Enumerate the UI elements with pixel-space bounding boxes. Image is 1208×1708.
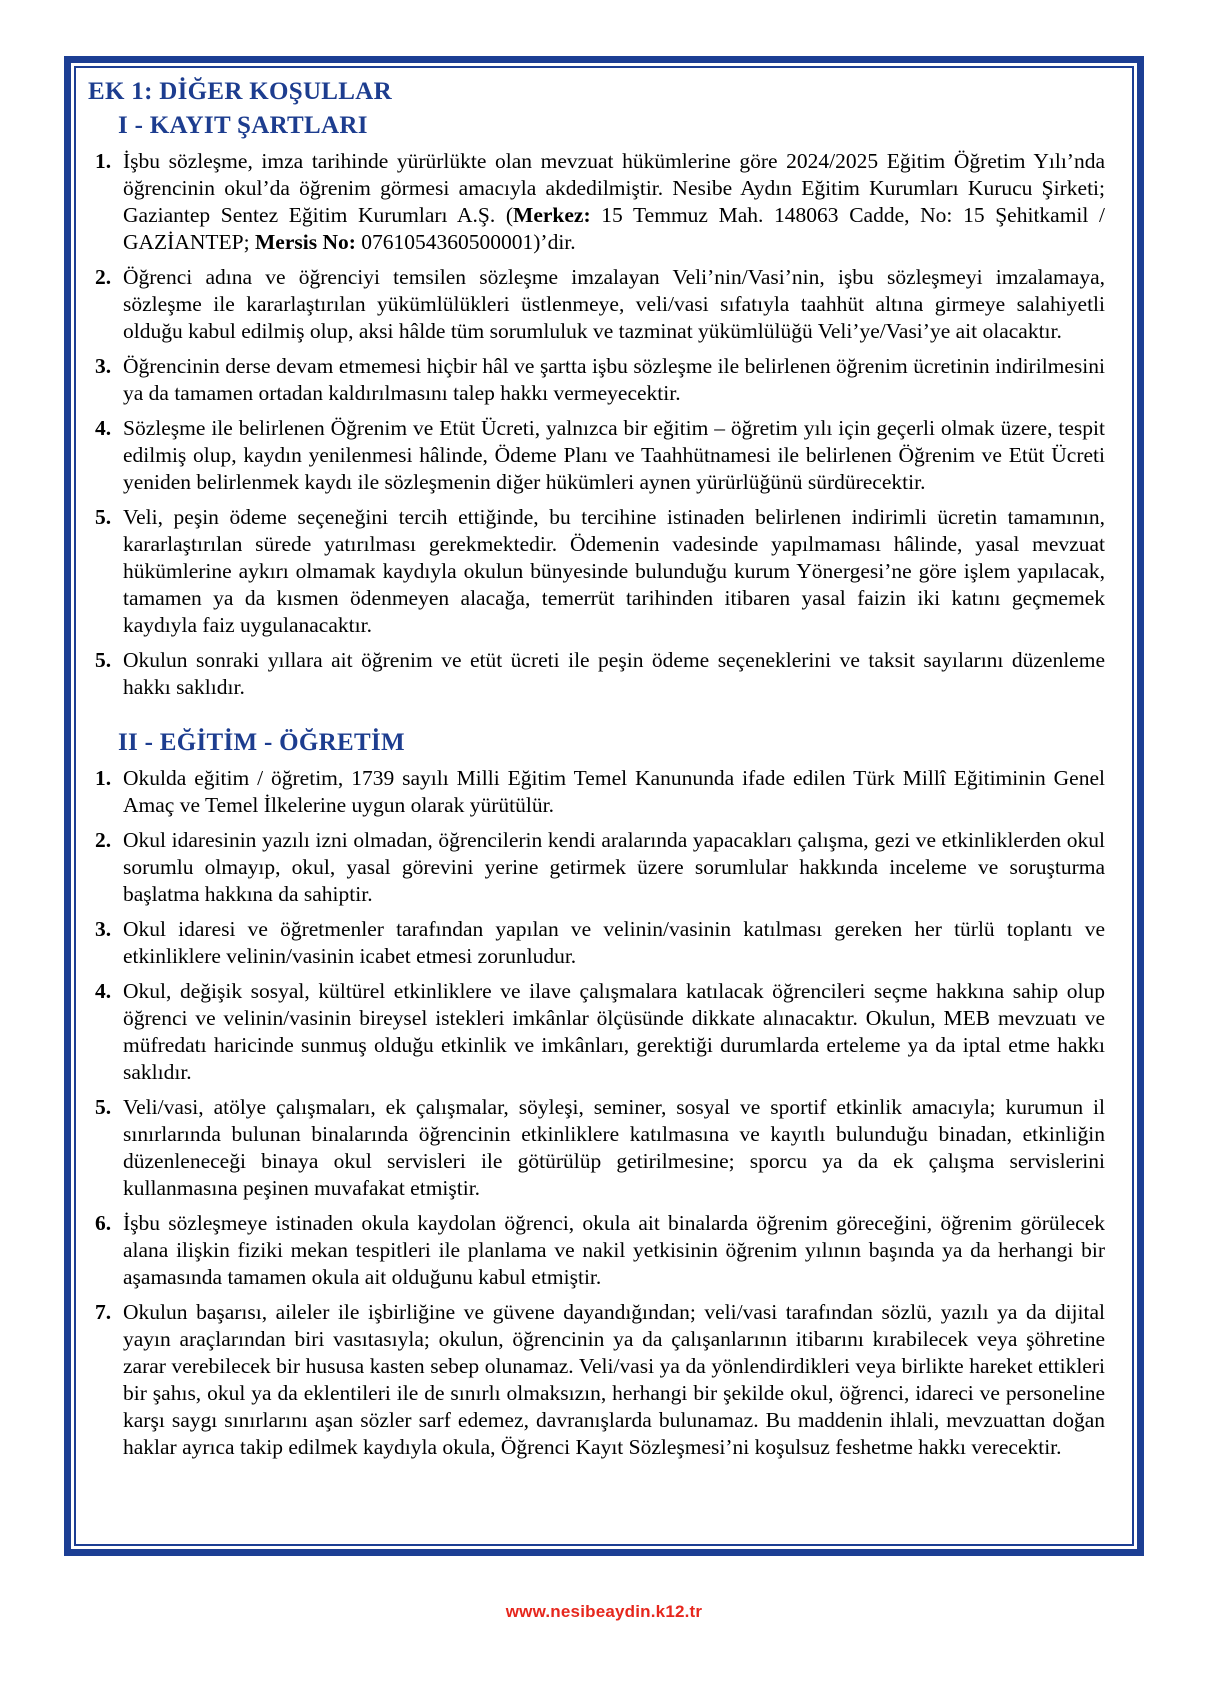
clause-text: Öğrencinin derse devam etmemesi hiçbir hâl ve şartta işbu sözleşme ile belirlenen öğrenim ücretinin indirilmesini ya da tamamen ortadan kaldırılmasını talep hakkı vermeyecektir. — [123, 354, 1105, 405]
clause-item — [88, 504, 1105, 639]
section-egitim-ogretim — [88, 727, 1105, 1461]
clause-text: Sözleşme ile belirlenen Öğrenim ve Etüt Ücreti, yalnızca bir eğitim – öğretim yılı için geçerli olmak üzere, tespit edilmiş olup, kaydın yenilenmesi hâlinde, Ödeme Planı ve Taahhütnamesi ile belirlenen Öğrenim ve Etüt Ücreti yeniden belirlenmek kaydı ile sözleşmenin diğer hükümleri aynen yürürlüğünü sürdürecektir. — [123, 416, 1105, 494]
clause-text: İşbu sözleşmeye istinaden okula kaydolan öğrenci, okula ait binalarda öğrenim göreceğini, öğrenim görülecek alana ilişkin fiziki mekan tespitleri ile planlama ve nakil yetkisinin öğrenim yılının başında ya da herhangi bir aşamasında tamamen okula ait olduğunu kabul etmiştir. — [123, 1211, 1105, 1289]
section-1-heading: I - KAYIT ŞARTLARI — [118, 112, 368, 139]
section-2-heading: II - EĞİTİM - ÖĞRETİM — [118, 729, 405, 756]
clause-number: 1. — [95, 149, 112, 173]
document-content — [74, 66, 1134, 1546]
clause-number: 5. — [95, 648, 112, 672]
document-title: EK 1: DİĞER KOŞULLAR — [88, 78, 392, 105]
clause-item — [88, 647, 1105, 701]
clause-number: 3. — [95, 354, 112, 378]
clause-item — [88, 916, 1105, 970]
clause-number: 2. — [95, 265, 112, 289]
clause-text: Öğrenci adına ve öğrenciyi temsilen sözleşme imzalayan Veli’nin/Vasi’nin, işbu sözleşmeyi imzalamaya, sözleşme ile kararlaştırılan yükümlülükleri üstlenmeye, veli/vasi sıfatıyla taahhüt altına girmeye salahiyetli olduğu kabul edilmiş olup, aksi hâlde tüm sorumluluk ve tazminat yükümlülüğü Veli’ye/Vasi’ye ait olacaktır. — [123, 265, 1105, 343]
clause-item — [88, 353, 1105, 407]
clause-text: Veli, peşin ödeme seçeneğini tercih ettiğinde, bu tercihine istinaden belirlenen indirimli ücretin tamamının, kararlaştırılan sürede yatırılması gerekmektedir. Ödemenin vadesinde yapılmaması hâlinde, yasal mevzuat hükümlerine aykırı olmamak kaydıyla okulun bünyesinde bulunduğu kurum Yönergesi’ne göre işlem yapılacak, tamamen ya da kısmen ödenmeyen alacağa, temerrüt tarihinden itibaren yasal faizin iki katını geçmemek kaydıyla faiz uygulanacaktır. — [123, 505, 1105, 637]
section-1-items — [88, 148, 1105, 701]
document-border-frame — [64, 56, 1144, 1556]
clause-item — [88, 765, 1105, 819]
clause-text: Okulun sonraki yıllara ait öğrenim ve etüt ücreti ile peşin ödeme seçeneklerini ve taksit sayılarını düzenleme hakkı saklıdır. — [123, 648, 1105, 699]
section-2-items — [88, 765, 1105, 1461]
footer-url: www.nesibeaydin.k12.tr — [505, 1602, 703, 1621]
clause-item — [88, 978, 1105, 1086]
clause-text: İşbu sözleşme, imza tarihinde yürürlükte olan mevzuat hükümlerine göre 2024/2025 Eğitim Öğretim Yılı’nda öğrencinin okul’da öğrenim görmesi amacıyla akdedilmiştir. Nesibe Aydın Eğitim Kurumları Kurucu Şirketi; Gaziantep Sentez Eğitim Kurumları A.Ş. (Merkez: 15 Temmuz Mah. 148063 Cadde, No: 15 Şehitkamil / GAZİANTEP; Mersis No: 0761054360500001)’dir. — [123, 149, 1106, 254]
clause-number: 5. — [95, 1095, 112, 1119]
clause-number: 2. — [95, 828, 112, 852]
clause-text: Okulun başarısı, aileler ile işbirliğine ve güvene dayandığından; veli/vasi tarafından sözlü, yazılı ya da dijital yayın araçlarından biri vasıtasıyla; okulun, öğrencinin ya da çalışanlarının itibarını kırabilecek veya şöhretine zarar verebilecek bir hususa kasten sebep olunamaz. Veli/vasi ya da yönlendirdikleri veya birlikte hareket ettikleri bir şahıs, okul ya da eklentileri ile de sınırlı olmaksızın, herhangi bir şekilde okul, öğrenci, idareci ve personeline karşı saygı sınırlarını aşan sözler sarf edemez, davranışlarda bulunamaz. Bu maddenin ihlali, mevzuattan doğan haklar ayrıca takip edilmek kaydıyla okula, Öğrenci Kayıt Sözleşmesi’ni koşulsuz feshetme hakkı verecektir. — [123, 1300, 1105, 1459]
clause-number: 3. — [95, 917, 112, 941]
clause-number: 1. — [95, 766, 112, 790]
clause-item — [88, 827, 1105, 908]
clause-text: Okul idaresi ve öğretmenler tarafından yapılan ve velinin/vasinin katılması gereken her türlü toplantı ve etkinliklere velinin/vasinin icabet etmesi zorunludur. — [123, 917, 1105, 968]
clause-item — [88, 1210, 1105, 1291]
clause-number: 6. — [95, 1211, 112, 1235]
clause-text: Veli/vasi, atölye çalışmaları, ek çalışmalar, söyleşi, seminer, sosyal ve sportif etkinlik amacıyla; kurumun il sınırlarında bulunan binalarında öğrencinin etkinliklere katılmasına ve kayıtlı bulunduğu binadan, etkinliğin düzenleneceği binaya okul servisleri ile götürülüp getirilmesine; sporcu ya da ek çalışma servislerini kullanmasına peşinen muvafakat etmiştir. — [123, 1095, 1105, 1200]
clause-text: Okulda eğitim / öğretim, 1739 sayılı Milli Eğitim Temel Kanununda ifade edilen Türk Millî Eğitiminin Genel Amaç ve Temel İlkelerine uygun olarak yürütülür. — [123, 766, 1105, 817]
clause-item — [88, 148, 1105, 256]
clause-number: 4. — [95, 416, 112, 440]
clause-text: Okul, değişik sosyal, kültürel etkinliklere ve ilave çalışmalara katılacak öğrencileri seçme hakkına sahip olup öğrenci ve velinin/vasinin bireysel istekleri imkânlar ölçüsünde dikkate alınacaktır. Okulun, MEB mevzuatı ve müfredatı haricinde sunmuş olduğu etkinlik ve imkânları, gerektiği durumlarda erteleme ya da iptal etme hakkı saklıdır. — [123, 979, 1105, 1084]
clause-text: Okul idaresinin yazılı izni olmadan, öğrencilerin kendi aralarında yapacakları çalışma, gezi ve etkinliklerden okul sorumlu olmayıp, okul, yasal görevini yerine getirmek üzere sorumlular hakkında inceleme ve soruşturma başlatma hakkına da sahiptir. — [123, 828, 1105, 906]
clause-number: 7. — [95, 1300, 112, 1324]
clause-number: 5. — [95, 505, 112, 529]
clause-item — [88, 415, 1105, 496]
section-kayit-sartlari — [88, 110, 1105, 701]
clause-item — [88, 264, 1105, 345]
clause-item — [88, 1299, 1105, 1461]
clause-item — [88, 1094, 1105, 1202]
clause-number: 4. — [95, 979, 112, 1003]
